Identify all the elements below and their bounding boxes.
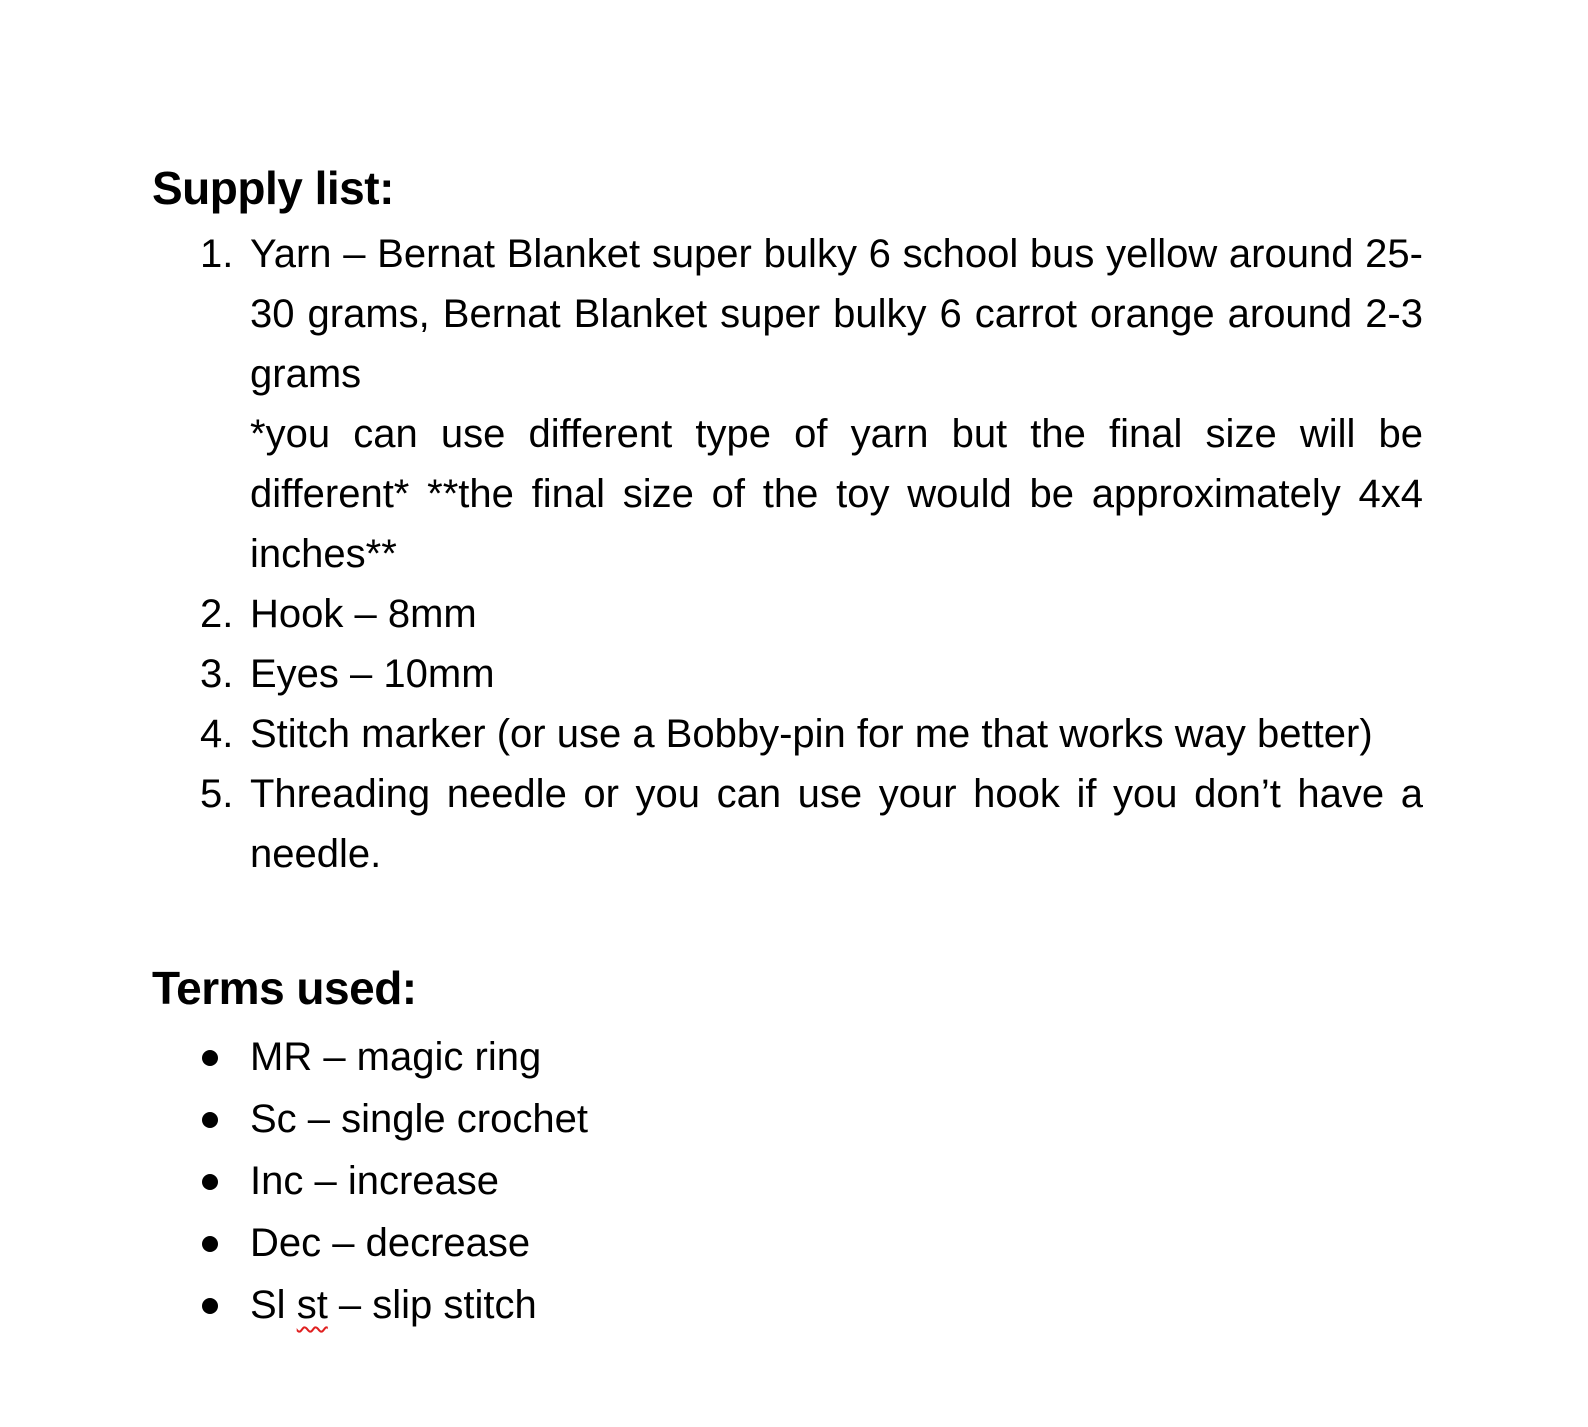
bullet-icon bbox=[202, 1050, 218, 1066]
list-item bbox=[152, 644, 1423, 704]
term-text: MR – magic ring bbox=[250, 1035, 542, 1079]
item-text: Stitch marker (or use a Bobby-pin for me that works way better) bbox=[250, 712, 1373, 756]
item-number: 1. bbox=[200, 232, 234, 276]
item-number: 2. bbox=[200, 592, 234, 636]
term-text: Dec – decrease bbox=[250, 1221, 531, 1265]
bullet-icon bbox=[202, 1174, 218, 1190]
item-note: *you can use different type of yarn but the final size will be different* **the final size of the toy would be approximately 4x4 inches** bbox=[250, 412, 1423, 576]
term-text: Sc – single crochet bbox=[250, 1097, 588, 1141]
supply-list-heading: Supply list: bbox=[152, 162, 394, 214]
list-item bbox=[152, 224, 1423, 584]
term-text-suffix: – slip stitch bbox=[327, 1283, 537, 1327]
item-text: Yarn – Bernat Blanket super bulky 6 school bus yellow around 25-30 grams, Bernat Blanket super bulky 6 carrot orange around 2-3 grams bbox=[250, 232, 1423, 396]
document-page bbox=[152, 160, 1452, 1336]
list-item bbox=[152, 1150, 1452, 1212]
term-text-prefix: Sl bbox=[250, 1283, 297, 1327]
supply-list bbox=[152, 224, 1452, 884]
spellcheck-flagged-word[interactable]: st bbox=[296, 1283, 328, 1327]
list-item bbox=[152, 1088, 1452, 1150]
terms-used-heading: Terms used: bbox=[152, 962, 417, 1014]
list-item bbox=[152, 1212, 1452, 1274]
list-item bbox=[152, 1026, 1452, 1088]
bullet-icon bbox=[202, 1298, 218, 1314]
list-item bbox=[152, 764, 1423, 884]
list-item bbox=[152, 584, 1423, 644]
item-number: 3. bbox=[200, 652, 234, 696]
list-item bbox=[152, 1274, 1452, 1336]
term-text: Inc – increase bbox=[250, 1159, 500, 1203]
bullet-icon bbox=[202, 1236, 218, 1252]
bullet-icon bbox=[202, 1112, 218, 1128]
item-number: 5. bbox=[200, 772, 234, 816]
terms-list bbox=[152, 1026, 1452, 1336]
item-number: 4. bbox=[200, 712, 234, 756]
item-text: Eyes – 10mm bbox=[250, 652, 495, 696]
item-text: Hook – 8mm bbox=[250, 592, 477, 636]
item-text: Threading needle or you can use your hook if you don’t have a needle. bbox=[250, 772, 1423, 876]
list-item bbox=[152, 704, 1423, 764]
